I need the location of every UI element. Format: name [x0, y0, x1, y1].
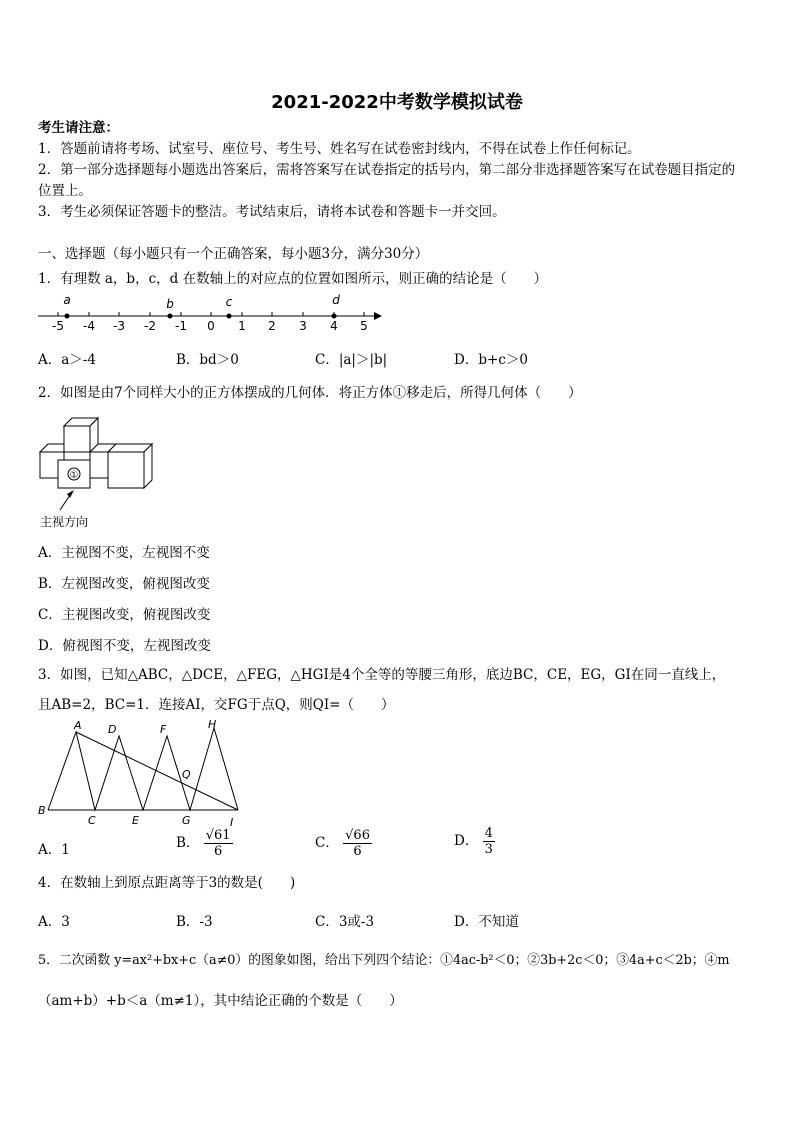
q2-option-c[interactable]: C．主视图改变，俯视图改变	[38, 607, 211, 623]
tick-label: -2	[144, 319, 156, 333]
q3-option-c[interactable]	[315, 828, 372, 859]
q4-stem: 4．在数轴上到原点距离等于3的数是( )	[38, 875, 296, 891]
q2-stem: 2．如图是由7个同样大小的正方体摆成的几何体．将正方体①移走后，所得几何体（ ）	[38, 385, 582, 401]
notice-item-2: 2．第一部分选择题每小题选出答案后，需将答案写在试卷指定的括号内，第二部分非选择题答案写在试卷题目指定的	[38, 162, 736, 178]
q1-number-line	[36, 292, 392, 334]
q1-option-b[interactable]: B．bd＞0	[176, 352, 239, 368]
point-label-d: d	[332, 293, 340, 307]
q4-option-b[interactable]: B．-3	[176, 914, 213, 930]
notice-item-1: 1．答题前请将考场、试室号、座位号、考生号、姓名写在试卷密封线内，不得在试卷上作任何标记。	[38, 141, 641, 157]
q3-triangle-figure	[36, 716, 246, 828]
tick-label: 1	[238, 319, 246, 333]
point-label-a: a	[63, 293, 71, 307]
tick-label: 4	[330, 319, 338, 333]
q3-option-b-prefix: B．	[176, 835, 200, 851]
q3-option-d-fraction: $\frac{4}{3}$	[484, 826, 493, 857]
tick-label: 0	[207, 319, 215, 333]
label-Q: Q	[182, 768, 191, 781]
q4-option-d[interactable]: D．不知道	[454, 914, 519, 930]
point-c	[227, 314, 232, 319]
page-title: 2021-2022中考数学模拟试卷	[271, 92, 523, 113]
section-heading: 一、选择题（每小题只有一个正确答案，每小题3分，满分30分）	[38, 246, 429, 262]
q1-option-a[interactable]: A．a＞-4	[38, 352, 96, 368]
q3-option-d-prefix: D．	[454, 833, 479, 849]
q3-option-a[interactable]: A．1	[38, 842, 70, 858]
tick-label: -1	[175, 319, 187, 333]
label-G: G	[182, 814, 191, 827]
label-F: F	[160, 723, 167, 736]
direction-label: 主视方向	[40, 515, 89, 529]
q3-option-c-prefix: C．	[315, 835, 339, 851]
tick-label: -4	[83, 319, 95, 333]
tick-label: 2	[268, 319, 276, 333]
label-E: E	[132, 814, 139, 827]
q5-stem-2: （am+b）+b＜a（m≠1），其中结论正确的个数是（ ）	[38, 993, 403, 1009]
q1-stem: 1．有理数 a，b，c，d 在数轴上的对应点的位置如图所示，则正确的结论是（ ）	[38, 271, 548, 287]
notice-heading: 考生请注意：	[38, 120, 119, 136]
label-B: B	[38, 804, 46, 817]
tick-label: -5	[52, 319, 64, 333]
q2-option-d[interactable]: D．俯视图不变，左视图改变	[38, 638, 211, 654]
point-label-c: c	[225, 295, 233, 309]
q3-option-b-fraction: $\frac{√61}{6}$	[205, 828, 231, 859]
tick-label: 3	[299, 319, 307, 333]
q1-option-c[interactable]: C．|a|＞|b|	[315, 352, 388, 368]
q3-stem-1: 3．如图，已知△ABC，△DCE，△FEG，△HGI是4个全等的等腰三角形，底边BC，CE，EG，GI在同一直线上，	[38, 667, 726, 683]
q4-option-a[interactable]: A．3	[38, 914, 70, 930]
label-D: D	[108, 723, 117, 736]
number-line-ticks	[52, 312, 368, 333]
tick-label: -3	[113, 319, 125, 333]
notice-item-2-cont: 位置上。	[38, 183, 92, 199]
q2-option-a[interactable]: A．主视图不变，左视图不变	[38, 545, 210, 561]
cube-1-label: ①	[69, 470, 79, 481]
point-b	[168, 314, 173, 319]
label-H: H	[208, 718, 217, 731]
q3-option-d[interactable]	[454, 826, 495, 857]
q3-option-b[interactable]	[176, 828, 233, 859]
tick-label: 5	[360, 319, 368, 333]
q3-stem-2: 且AB=2，BC=1．连接AI，交FG于点Q，则QI=（ ）	[38, 697, 395, 713]
point-d	[332, 314, 337, 319]
label-I: I	[230, 816, 234, 828]
point-label-b: b	[166, 297, 174, 311]
label-C: C	[88, 814, 96, 827]
notice-item-3: 3．考生必须保证答题卡的整洁。考试结束后，请将本试卷和答题卡一并交回。	[38, 204, 506, 220]
q3-option-c-fraction: $\frac{√66}{6}$	[345, 828, 370, 859]
q2-cube-figure	[36, 414, 166, 530]
label-A: A	[74, 719, 82, 732]
q2-option-b[interactable]: B．左视图改变，俯视图改变	[38, 576, 210, 592]
q4-option-c[interactable]: C．3或-3	[315, 914, 375, 930]
point-a	[65, 314, 70, 319]
q1-option-d[interactable]: D．b+c＞0	[454, 352, 528, 368]
q5-stem-1: 5．二次函数 y=ax²+bx+c（a≠0）的图象如图，给出下列四个结论：①4ac-b²＜0；②3b+2c＜0；③4a+c＜2b；④m	[38, 953, 730, 968]
